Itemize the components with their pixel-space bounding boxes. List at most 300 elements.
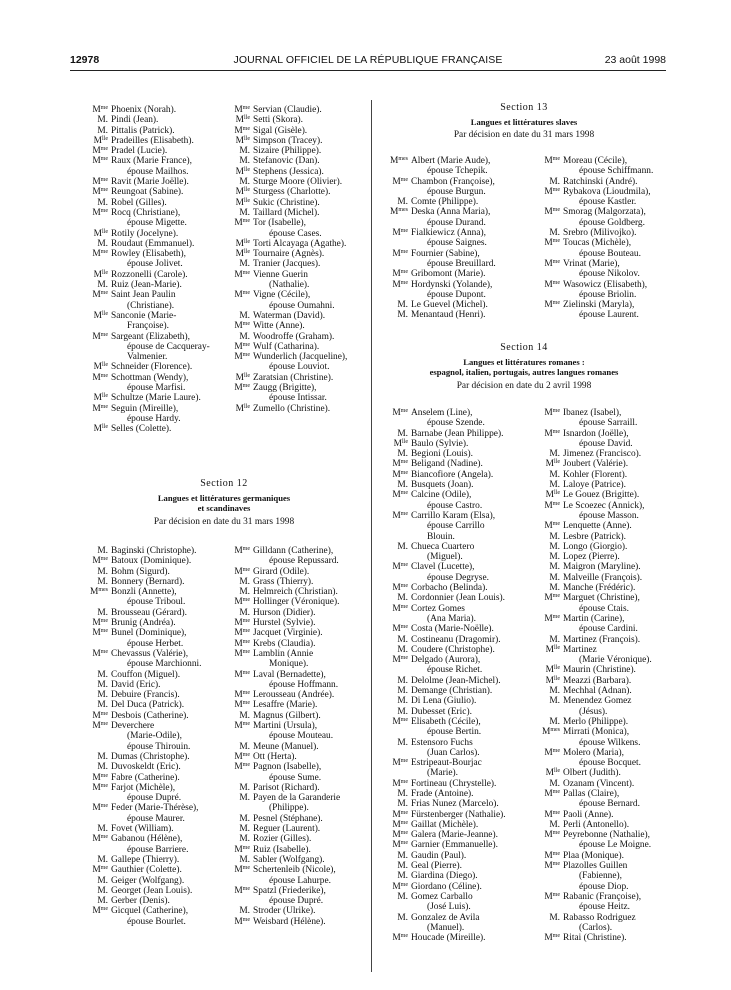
- name-entry: [380, 882, 530, 892]
- person-name: Pradel (Lucie).: [111, 146, 168, 157]
- name-entry: [380, 830, 530, 840]
- civility-prefix: M.: [239, 156, 250, 167]
- person-name: Gauthier (Colette).: [111, 865, 182, 876]
- civility-prefix: $M^{me}$: [234, 721, 250, 732]
- person-name: Spatzl (Friederike), épouse Dupré.: [253, 885, 326, 907]
- civility-prefix: M.: [239, 813, 250, 824]
- civility-prefix: $M^{mes}$: [541, 727, 560, 738]
- name-entry: [380, 439, 530, 449]
- civility-prefix: $M^{me}$: [92, 865, 108, 876]
- person-name: Biancofiore (Angela).: [411, 469, 494, 480]
- person-name: Delolme (Jean-Michel).: [411, 675, 501, 686]
- person-name: Ruiz (Jean-Marie).: [111, 280, 182, 291]
- name-list-column: [380, 156, 530, 321]
- person-name: Selles (Colette).: [111, 424, 172, 435]
- civility-prefix: $M^{me}$: [544, 156, 560, 166]
- civility-prefix: $M^{me}$: [92, 146, 108, 157]
- civility-prefix: $M^{me}$: [392, 459, 408, 470]
- person-name: Calcine (Odile), épouse Castro.: [411, 490, 483, 511]
- civility-prefix: M.: [239, 576, 250, 587]
- civility-prefix: $M^{lle}$: [93, 393, 108, 404]
- name-entry: [80, 105, 220, 115]
- civility-prefix: $M^{me}$: [392, 228, 408, 239]
- person-name: Sturgess (Charlotte).: [253, 187, 331, 198]
- civility-prefix: $M^{me}$: [92, 156, 108, 167]
- civility-prefix: M.: [397, 644, 408, 655]
- person-name: Mechhal (Adnan).: [563, 686, 632, 697]
- person-name: Wunderlich (Jacqueline), épouse Louviot.: [253, 352, 348, 373]
- civility-prefix: $M^{me}$: [544, 521, 560, 532]
- person-name: Chambon (Françoise), épouse Burgun.: [411, 176, 495, 197]
- name-entry: [80, 567, 220, 577]
- name-entry: [380, 228, 530, 249]
- civility-prefix: $M^{me}$: [234, 916, 250, 927]
- civility-prefix: M.: [239, 259, 250, 270]
- person-name: Corbacho (Belinda).: [411, 583, 488, 594]
- name-entry: [532, 532, 672, 542]
- person-name: Rozier (Gilles).: [253, 834, 312, 845]
- civility-prefix: $M^{me}$: [92, 782, 108, 793]
- person-name: Hollinger (Véronique).: [253, 597, 340, 608]
- name-entry: [380, 799, 530, 809]
- name-entry: [222, 352, 367, 373]
- person-name: Sanconie (Marie- Françoise).: [111, 310, 177, 332]
- name-entry: [532, 552, 672, 562]
- name-entry: [222, 115, 367, 125]
- person-name: Geiger (Wolfgang).: [111, 875, 185, 886]
- civility-prefix: M.: [549, 176, 560, 187]
- civility-prefix: M.: [97, 607, 108, 618]
- name-list-column: [80, 546, 220, 927]
- person-name: Batoux (Dominique).: [111, 556, 192, 567]
- civility-prefix: $M^{me}$: [392, 269, 408, 280]
- person-name: Menantaud (Henri).: [411, 310, 486, 321]
- person-name: Saint Jean Paulin (Christiane).: [111, 290, 176, 311]
- name-entry: [222, 824, 367, 834]
- name-entry: [80, 156, 220, 177]
- civility-prefix: $M^{me}$: [92, 105, 108, 115]
- person-name: Pallas (Claire), épouse Bernard.: [563, 788, 640, 810]
- person-name: Schultze (Marie Laure).: [111, 393, 201, 404]
- person-name: Le Guevel (Michel).: [411, 300, 488, 311]
- civility-prefix: $M^{me}$: [392, 840, 408, 851]
- name-entry: [380, 490, 530, 511]
- name-entry: [532, 830, 672, 851]
- civility-prefix: M.: [397, 675, 408, 686]
- civility-prefix: $M^{me}$: [544, 408, 560, 418]
- person-name: Seguin (Mireille), épouse Hardy.: [111, 403, 181, 424]
- name-entry: [532, 238, 672, 259]
- name-entry: [380, 207, 530, 228]
- name-entry: [532, 156, 672, 177]
- name-entry: [222, 332, 367, 342]
- name-entry: [380, 583, 530, 593]
- name-entry: [222, 259, 367, 269]
- name-entry: [80, 362, 220, 372]
- civility-prefix: M.: [549, 552, 560, 563]
- civility-prefix: $M^{me}$: [392, 562, 408, 573]
- name-entry: [532, 686, 672, 696]
- person-name: Molero (Maria), épouse Bocquet.: [563, 747, 641, 769]
- name-entry: [380, 871, 530, 881]
- person-name: Ibanez (Isabel), épouse Sarraill.: [563, 408, 638, 429]
- section-decision: Par décision en date du 31 mars 1998: [153, 516, 295, 527]
- person-name: Taillard (Michel).: [253, 207, 320, 218]
- name-list-column: [80, 105, 220, 435]
- civility-prefix: $M^{me}$: [392, 469, 408, 480]
- person-name: Isnardon (Joëlle), épouse David.: [563, 428, 633, 449]
- name-entry: [532, 490, 672, 500]
- civility-prefix: $M^{me}$: [234, 597, 250, 608]
- person-name: Gerber (Denis).: [111, 896, 170, 907]
- civility-prefix: $M^{me}$: [92, 177, 108, 188]
- civility-prefix: M.: [397, 480, 408, 491]
- person-name: Helmreich (Christian).: [253, 587, 338, 598]
- name-entry: [80, 290, 220, 311]
- civility-prefix: $M^{me}$: [234, 341, 250, 352]
- civility-prefix: $M^{me}$: [234, 638, 250, 649]
- person-name: Waterman (David).: [253, 310, 326, 321]
- civility-prefix: $M^{me}$: [392, 655, 408, 666]
- name-entry: [222, 249, 367, 259]
- civility-prefix: M.: [239, 793, 250, 804]
- person-name: Cortez Gomes (Ana Maria).: [411, 603, 476, 624]
- person-name: Lamblin (Annie Monique).: [253, 648, 314, 670]
- civility-prefix: $M^{me}$: [234, 321, 250, 332]
- name-list-column: [532, 408, 672, 943]
- person-name: Payen de la Garanderie (Philippe).: [253, 793, 341, 814]
- person-name: Vienne Guerin (Nathalie).: [253, 269, 310, 291]
- civility-prefix: M.: [239, 834, 250, 845]
- name-entry: [222, 639, 367, 649]
- person-name: Lesbre (Patrick).: [563, 531, 626, 542]
- civility-prefix: $M^{me}$: [392, 510, 408, 521]
- name-entry: [80, 332, 220, 363]
- person-name: Meune (Manuel).: [253, 741, 319, 752]
- civility-prefix: $M^{me}$: [234, 844, 250, 855]
- civility-prefix: $M^{lle}$: [235, 372, 250, 383]
- person-name: Giordano (Céline).: [411, 881, 482, 892]
- civility-prefix: M.: [397, 428, 408, 439]
- name-entry: [222, 670, 367, 691]
- civility-prefix: M.: [97, 669, 108, 680]
- name-entry: [80, 690, 220, 700]
- name-entry: [380, 511, 530, 542]
- civility-prefix: $M^{lle}$: [545, 459, 560, 470]
- section-decision: Par décision en date du 31 mars 1998: [453, 130, 595, 141]
- civility-prefix: $M^{lle}$: [235, 166, 250, 177]
- name-entry: [380, 913, 530, 934]
- civility-prefix: $M^{me}$: [92, 803, 108, 814]
- name-entry: [80, 249, 220, 270]
- name-entry: [222, 290, 367, 311]
- person-name: Estensoro Fuchs (Juan Carlos).: [411, 737, 480, 758]
- name-entry: [380, 933, 530, 943]
- person-name: Rybakova (Lioudmila), épouse Kastler.: [563, 186, 651, 208]
- name-entry: [222, 270, 367, 291]
- civility-prefix: $M^{me}$: [544, 933, 560, 944]
- person-name: Hurstel (Sylvie).: [253, 618, 316, 629]
- civility-prefix: $M^{me}$: [544, 207, 560, 218]
- person-name: Pradeilles (Elisabeth).: [111, 135, 194, 146]
- name-entry: [380, 696, 530, 706]
- civility-prefix: $M^{me}$: [392, 176, 408, 187]
- person-name: Lerousseau (Andrée).: [253, 690, 335, 701]
- civility-prefix: M.: [239, 146, 250, 157]
- civility-prefix: $M^{lle}$: [545, 675, 560, 686]
- name-list-column: [222, 546, 367, 927]
- civility-prefix: $M^{me}$: [392, 603, 408, 614]
- civility-prefix: M.: [239, 710, 250, 721]
- person-name: Fournier (Sabine), épouse Breuillard.: [411, 248, 496, 269]
- name-entry: [532, 717, 672, 727]
- civility-prefix: $M^{lle}$: [545, 490, 560, 501]
- name-entry: [222, 752, 367, 762]
- civility-prefix: M.: [397, 788, 408, 799]
- name-entry: [222, 198, 367, 208]
- civility-prefix: $M^{me}$: [392, 778, 408, 789]
- civility-prefix: $M^{me}$: [234, 648, 250, 659]
- name-entry: [380, 655, 530, 676]
- civility-prefix: $M^{me}$: [234, 383, 250, 394]
- name-entry: [532, 820, 672, 830]
- person-name: Pittalis (Patrick).: [111, 125, 175, 136]
- name-entry: [222, 321, 367, 331]
- person-name: Vigne (Cécile), épouse Oumahni.: [253, 290, 335, 311]
- civility-prefix: $M^{me}$: [92, 187, 108, 198]
- name-entry: [222, 239, 367, 249]
- person-name: Zumello (Christine).: [253, 403, 331, 414]
- person-name: Moreau (Cécile), épouse Schiffmann.: [563, 156, 654, 177]
- person-name: Parisot (Richard).: [253, 782, 320, 793]
- person-name: Martini (Ursula), épouse Mouteau.: [253, 721, 334, 742]
- name-entry: [380, 624, 530, 634]
- name-entry: [532, 635, 672, 645]
- person-name: Torti Alcayaga (Agathe).: [253, 238, 347, 249]
- person-name: Coudere (Christophe).: [411, 644, 495, 655]
- civility-prefix: M.: [239, 782, 250, 793]
- person-name: Pagnon (Isabelle), épouse Sume.: [253, 762, 322, 783]
- person-name: Merlo (Philippe).: [563, 716, 629, 727]
- person-name: Maurin (Christine).: [563, 665, 636, 676]
- civility-prefix: M.: [397, 706, 408, 717]
- civility-prefix: $M^{lle}$: [545, 644, 560, 655]
- person-name: Krebs (Claudia).: [253, 638, 316, 649]
- person-name: Comte (Philippe).: [411, 197, 479, 208]
- person-name: Olbert (Judith).: [563, 768, 621, 779]
- person-name: Debuire (Francis).: [111, 690, 180, 701]
- civility-prefix: M.: [97, 576, 108, 587]
- journal-title: JOURNAL OFFICIEL DE LA RÉPUBLIQUE FRANÇAISE: [233, 54, 503, 66]
- name-entry: [380, 840, 530, 850]
- name-entry: [380, 851, 530, 861]
- person-name: Ozanam (Vincent).: [563, 778, 635, 789]
- person-name: Girard (Odile).: [253, 566, 310, 577]
- person-name: Phoenix (Norah).: [111, 105, 177, 115]
- civility-prefix: $M^{lle}$: [235, 238, 250, 249]
- person-name: Martin (Carine), épouse Cardini.: [563, 613, 638, 635]
- name-entry: [532, 583, 672, 593]
- name-entry: [80, 824, 220, 834]
- civility-prefix: $M^{me}$: [544, 238, 560, 249]
- person-name: Demange (Christian).: [411, 686, 493, 697]
- civility-prefix: M.: [97, 700, 108, 711]
- civility-prefix: $M^{me}$: [544, 613, 560, 624]
- person-name: David (Eric).: [111, 679, 161, 690]
- name-entry: [380, 480, 530, 490]
- person-name: Ott (Herta).: [253, 751, 297, 762]
- civility-prefix: M.: [549, 912, 560, 923]
- name-entry: [532, 892, 672, 913]
- person-name: Chevassus (Valérie), épouse Marchionni.: [111, 648, 202, 670]
- civility-prefix: M.: [397, 799, 408, 810]
- civility-prefix: $M^{lle}$: [393, 438, 408, 449]
- civility-prefix: $M^{me}$: [92, 331, 108, 342]
- name-entry: [222, 906, 367, 916]
- name-entry: [80, 280, 220, 290]
- name-entry: [380, 707, 530, 717]
- name-entry: [222, 845, 367, 855]
- person-name: Deverchere (Marie-Odile), épouse Thirouin.: [111, 721, 191, 752]
- name-entry: [80, 208, 220, 229]
- name-entry: [222, 167, 367, 177]
- name-entry: [532, 449, 672, 459]
- person-name: Meazzi (Barbara).: [563, 675, 632, 686]
- person-name: Couffon (Miguel).: [111, 669, 181, 680]
- name-entry: [222, 711, 367, 721]
- person-name: Desbois (Catherine).: [111, 710, 189, 721]
- name-entry: [80, 404, 220, 425]
- civility-prefix: M.: [549, 686, 560, 697]
- civility-prefix: $M^{me}$: [392, 881, 408, 892]
- person-name: Baulo (Sylvie).: [411, 438, 469, 449]
- civility-prefix: $M^{me}$: [544, 891, 560, 902]
- civility-prefix: M.: [397, 861, 408, 872]
- person-name: Bonzli (Annette), épouse Triboul.: [111, 587, 186, 608]
- person-name: Schertenleib (Nicole), épouse Lahurpe.: [253, 865, 336, 886]
- name-entry: [222, 814, 367, 824]
- civility-prefix: M.: [97, 896, 108, 907]
- civility-prefix: M.: [397, 310, 408, 321]
- name-entry: [80, 670, 220, 680]
- person-name: Brousseau (Gérard).: [111, 607, 188, 618]
- person-name: Stroder (Ulrike).: [253, 906, 316, 917]
- civility-prefix: $M^{me}$: [392, 758, 408, 769]
- person-name: Peyrebonne (Nathalie), épouse Le Moigne.: [563, 830, 652, 851]
- person-name: Laval (Bernadette), épouse Hoffmann.: [253, 669, 339, 690]
- person-name: Wulf (Catharina).: [253, 341, 320, 352]
- name-entry: [80, 577, 220, 587]
- civility-prefix: M.: [239, 587, 250, 598]
- civility-prefix: $M^{me}$: [92, 249, 108, 260]
- person-name: Ravit (Marie Joëlle).: [111, 177, 189, 188]
- person-name: Busquets (Joan).: [411, 480, 474, 491]
- person-name: Wasowicz (Elisabeth), épouse Briolin.: [563, 279, 648, 300]
- person-name: Zaratsian (Christine).: [253, 372, 334, 383]
- person-name: Sargeant (Elizabeth), épouse de Cacqueray- Valmenier.: [111, 331, 210, 363]
- name-entry: [222, 373, 367, 383]
- person-name: Martinez (François).: [563, 634, 641, 645]
- civility-prefix: $M^{me}$: [234, 669, 250, 680]
- section-14-heading: [380, 343, 668, 391]
- civility-prefix: M.: [397, 696, 408, 707]
- name-entry: [80, 628, 220, 649]
- name-entry: [80, 618, 220, 628]
- civility-prefix: $M^{me}$: [392, 583, 408, 594]
- person-name: Kohler (Florent).: [563, 469, 628, 480]
- name-entry: [80, 115, 220, 125]
- civility-prefix: M.: [239, 854, 250, 865]
- person-name: Fovet (William).: [111, 824, 174, 835]
- name-entry: [532, 459, 672, 469]
- person-name: Weisbard (Hélène).: [253, 916, 326, 927]
- name-entry: [380, 604, 530, 625]
- name-entry: [80, 876, 220, 886]
- name-entry: [380, 635, 530, 645]
- name-entry: [380, 686, 530, 696]
- person-name: Ratchinski (André).: [563, 176, 638, 187]
- name-entry: [222, 855, 367, 865]
- civility-prefix: $M^{me}$: [234, 352, 250, 363]
- person-name: Sturge Moore (Olivier).: [253, 177, 343, 188]
- civility-prefix: $M^{me}$: [544, 258, 560, 269]
- name-entry: [532, 207, 672, 228]
- civility-prefix: M.: [549, 572, 560, 583]
- person-name: Fialkiewicz (Anna), épouse Saignes.: [411, 228, 487, 249]
- name-entry: [222, 177, 367, 187]
- civility-prefix: $M^{me}$: [234, 566, 250, 577]
- name-entry: [532, 521, 672, 531]
- name-entry: [532, 614, 672, 635]
- name-entry: [222, 834, 367, 844]
- person-name: Robel (Gilles).: [111, 197, 167, 208]
- person-name: Toucas (Michèle), épouse Bouteau.: [563, 238, 641, 259]
- civility-prefix: $M^{me}$: [234, 290, 250, 301]
- name-entry: [532, 573, 672, 583]
- name-entry: [222, 126, 367, 136]
- civility-prefix: M.: [97, 238, 108, 249]
- name-entry: [532, 187, 672, 208]
- name-entry: [532, 177, 672, 187]
- person-name: Georget (Jean Louis).: [111, 885, 193, 896]
- civility-prefix: $M^{me}$: [392, 819, 408, 830]
- section-title: Section 13: [500, 102, 548, 113]
- name-entry: [80, 239, 220, 249]
- person-name: Fürstenberger (Nathalie).: [411, 809, 506, 820]
- civility-prefix: M.: [397, 686, 408, 697]
- name-entry: [222, 383, 367, 404]
- person-name: Reungoat (Sabine).: [111, 187, 184, 198]
- civility-prefix: M.: [97, 197, 108, 208]
- civility-prefix: $M^{me}$: [92, 834, 108, 845]
- civility-prefix: M.: [97, 690, 108, 701]
- civility-prefix: $M^{me}$: [234, 269, 250, 280]
- civility-prefix: $M^{mes}$: [89, 587, 108, 598]
- name-entry: [532, 933, 672, 943]
- name-entry: [532, 779, 672, 789]
- civility-prefix: $M^{me}$: [544, 788, 560, 799]
- person-name: Ruiz (Isabelle).: [253, 844, 311, 855]
- name-entry: [532, 861, 672, 892]
- name-entry: [380, 738, 530, 759]
- person-name: Grass (Thierry).: [253, 576, 314, 587]
- name-entry: [380, 593, 530, 603]
- name-entry: [532, 851, 672, 861]
- civility-prefix: M.: [97, 280, 108, 291]
- name-entry: [222, 105, 367, 115]
- civility-prefix: $M^{me}$: [92, 290, 108, 301]
- name-entry: [80, 752, 220, 762]
